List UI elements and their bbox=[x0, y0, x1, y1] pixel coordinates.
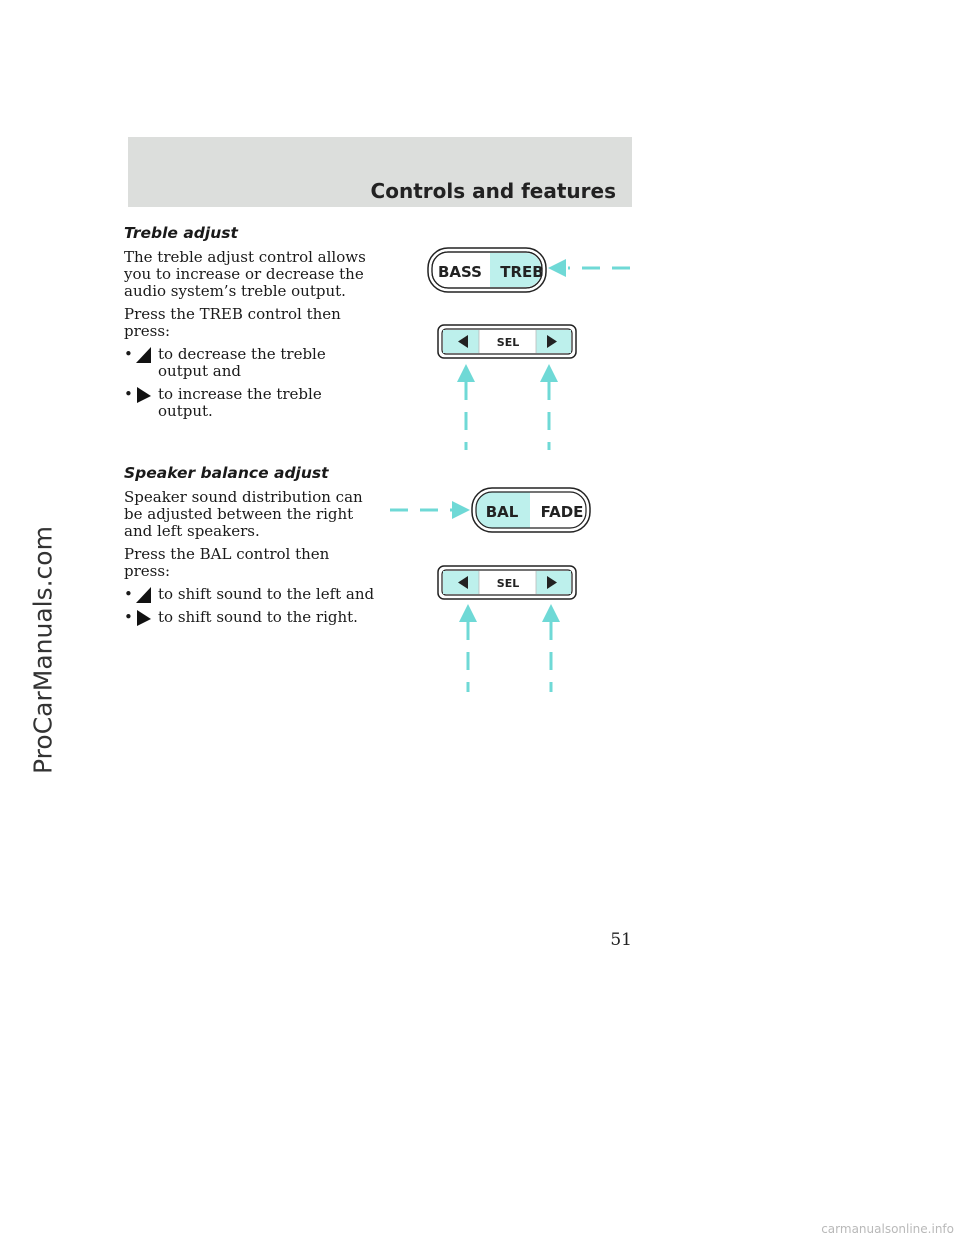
bass-treb-button bbox=[428, 248, 546, 292]
page-number: 51 bbox=[610, 930, 632, 950]
balance-sel-rocker bbox=[438, 566, 576, 599]
left-press-arrow bbox=[457, 364, 475, 450]
treble-heading: Treble adjust bbox=[124, 224, 238, 242]
bullet-dot: • bbox=[124, 608, 133, 626]
balance-control-illustration bbox=[380, 482, 600, 697]
treble-bullet-decrease bbox=[124, 346, 380, 380]
treble-control-illustration bbox=[420, 240, 640, 460]
sel-label: SEL bbox=[496, 577, 520, 590]
balance-bullet-left bbox=[124, 586, 380, 603]
sel-label: SEL bbox=[496, 336, 520, 349]
treb-pointer-arrow bbox=[548, 259, 630, 277]
treble-sel-rocker bbox=[438, 325, 576, 358]
right-triangle-icon bbox=[136, 386, 158, 402]
treble-section bbox=[124, 224, 380, 426]
balance-bullet-right bbox=[124, 609, 380, 626]
treble-press-instruction: Press the TREB control then press: bbox=[124, 305, 341, 340]
footer-watermark: carmanualsonline.info bbox=[821, 1222, 954, 1236]
side-watermark bbox=[23, 520, 63, 780]
bal-label: BAL bbox=[485, 503, 519, 521]
left-triangle-icon bbox=[136, 586, 158, 602]
left-triangle-icon bbox=[136, 346, 158, 362]
bass-label: BASS bbox=[438, 263, 482, 281]
balance-press-instruction: Press the BAL control then press: bbox=[124, 545, 330, 580]
right-triangle-icon bbox=[136, 609, 158, 625]
bullet-text: to shift sound to the left and bbox=[158, 585, 375, 603]
bal-pointer-arrow bbox=[390, 501, 470, 519]
bullet-text: to increase the treble output. bbox=[158, 385, 322, 420]
balance-heading: Speaker balance adjust bbox=[124, 464, 329, 482]
watermark-text: ProCarManuals.com bbox=[28, 526, 58, 774]
bullet-text: to decrease the treble output and bbox=[158, 345, 326, 380]
bullet-text: to shift sound to the right. bbox=[158, 608, 358, 626]
treb-label: TREB bbox=[500, 263, 544, 281]
right-press-arrow bbox=[542, 604, 560, 692]
bullet-dot: • bbox=[124, 345, 133, 363]
right-press-arrow bbox=[540, 364, 558, 450]
bullet-dot: • bbox=[124, 585, 133, 603]
treble-bullet-increase bbox=[124, 386, 380, 420]
section-title: Controls and features bbox=[370, 179, 616, 203]
bal-fade-button bbox=[472, 488, 590, 532]
header-band bbox=[128, 137, 632, 207]
balance-section bbox=[124, 464, 380, 632]
bullet-dot: • bbox=[124, 385, 133, 403]
treble-intro: The treble adjust control allows you to increase or decrease the audio system’s treble output. bbox=[124, 248, 366, 300]
left-press-arrow bbox=[459, 604, 477, 692]
fade-label: FADE bbox=[540, 503, 584, 521]
balance-intro: Speaker sound distribution can be adjusted between the right and left speakers. bbox=[124, 488, 363, 540]
